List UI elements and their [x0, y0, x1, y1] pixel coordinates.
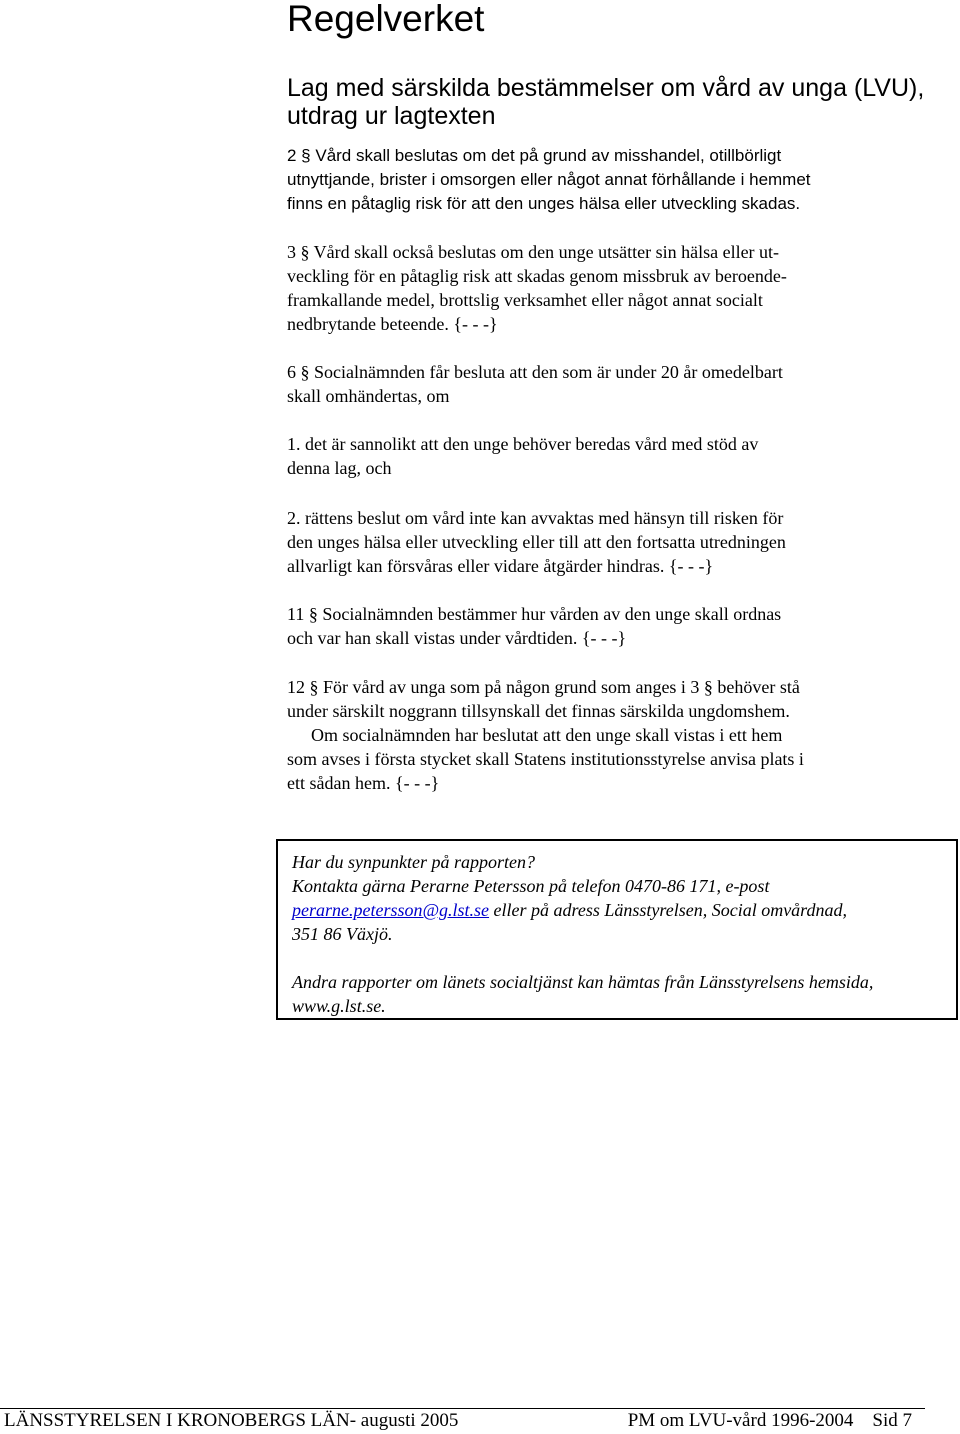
contact-box: [276, 839, 958, 1020]
law-section-6-point-2: 2. rättens beslut om vård inte kan avvaktas med hänsyn till risken för den unges hälsa eller utveckling eller till att den fortsatta utredningen allvarligt kan försvåras eller vidare åtgärder hindras. {- - -}: [287, 508, 786, 576]
contact-details: [292, 874, 952, 946]
law-section-11: 11 § Socialnämnden bestämmer hur vården av den unge skall ordnas och var han skall vistas under vårdtiden. {- - -}: [287, 604, 782, 648]
contact-heading: Har du synpunkter på rapporten?: [292, 852, 535, 872]
law-section-12: 12 § För vård av unga som på någon grund som anges i 3 § behöver stå under särskilt noggrann tillsynskall det finnas särskilda ungdomshem.: [287, 677, 800, 721]
law-section-6: 6 § Socialnämnden får besluta att den som är under 20 år omedelbart skall omhändertas, om: [287, 362, 783, 406]
more-reports-info: Andra rapporter om länets socialtjänst kan hämtas från Länsstyrelsens hemsida, www.g.lst.se.: [292, 972, 874, 1016]
document-subtitle: Lag med särskilda bestämmelser om vård av unga (LVU), utdrag ur lagtexten: [287, 74, 925, 130]
email-link[interactable]: perarne.petersson@g.lst.se: [292, 900, 490, 920]
law-section-12-second-paragraph: Om socialnämnden har beslutat att den unge skall vistas i ett hem som avses i första stycket skall Statens institutionsstyrelse anvisa plats i ett sådan hem. {- - -}: [287, 725, 804, 793]
law-section-6-point-1: 1. det är sannolikt att den unge behöver beredas vård med stöd av denna lag, och: [287, 434, 759, 478]
footer-rule: [0, 1408, 925, 1409]
page-title: Regelverket: [287, 0, 485, 39]
footer-organization: LÄNSSTYRELSEN I KRONOBERGS LÄN- augusti 2005: [4, 1410, 459, 1431]
contact-line-prefix: Kontakta gärna Perarne Petersson på telefon 0470-86 171, e-post: [292, 876, 770, 896]
law-section-2: 2 § Vård skall beslutas om det på grund av misshandel, otillbörligt utnyttjande, brister i omsorgen eller något annat förhållande i hemmet finns en påtaglig risk för att den unges hälsa eller utveckling skadas.: [287, 146, 811, 213]
contact-line-suffix: eller på adress Länsstyrelsen, Social omvårdnad, 351 86 Växjö.: [292, 900, 848, 944]
law-section-3: 3 § Vård skall också beslutas om den unge utsätter sin hälsa eller ut- veckling för en påtaglig risk att skadas genom missbruk av beroende- framkallande medel, brottslig verksamhet eller något annat socialt nedbrytande beteende. {- - -}: [287, 242, 787, 334]
footer-page-info: PM om LVU-vård 1996-2004 Sid 7: [627, 1410, 912, 1431]
